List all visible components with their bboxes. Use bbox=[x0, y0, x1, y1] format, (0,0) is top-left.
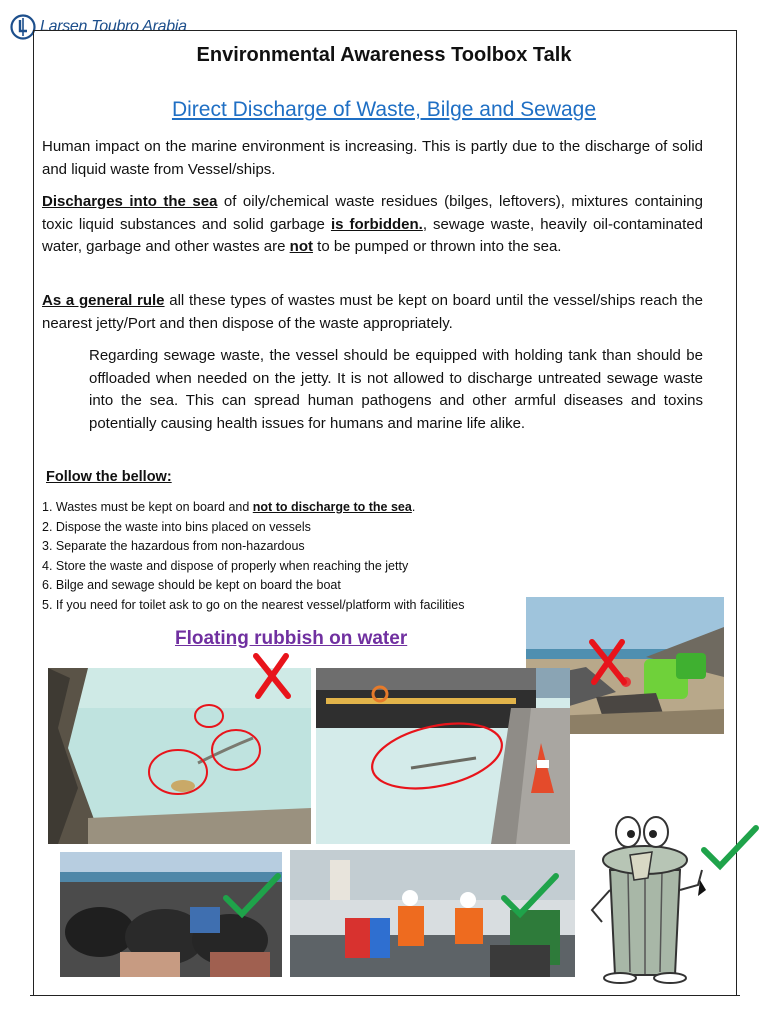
highlight-circle bbox=[149, 750, 207, 794]
rule-paragraph bbox=[42, 290, 703, 335]
list-item: 6. Bilge and sewage should be kept on board the boat bbox=[42, 578, 341, 592]
discharge-paragraph bbox=[42, 191, 703, 259]
not-text: not bbox=[289, 238, 313, 255]
list-item bbox=[42, 498, 464, 518]
sewage-paragraph: Regarding sewage waste, the vessel should be equipped with holding tank than should be offloaded when needed on the jetty. It is not allowed to discharge untreated sewage waste into the sea. This can spread human pathogens and other armful diseases and toxins potentially causing health issues for humans and marine life alike. bbox=[89, 347, 703, 432]
list-item: 4. Store the waste and dispose of properly when reaching the jetty bbox=[42, 558, 409, 573]
check-mark-icon bbox=[500, 870, 560, 920]
discharge-text: of oily/chemical waste residues (bilges, leftovers), mixtures containing toxic liquid substances and solid garbage bbox=[42, 193, 703, 233]
page-title: Environmental Awareness Toolbox Talk bbox=[196, 44, 572, 66]
follow-heading: Follow the bellow: bbox=[46, 469, 172, 485]
discharge-text: , sewage waste, heavily oil-contaminated water, garbage and other wastes are bbox=[42, 215, 703, 255]
list-item: 2. Dispose the waste into bins placed on vessels bbox=[42, 519, 311, 534]
photos-caption: Floating rubbish on water bbox=[175, 628, 408, 649]
highlight-circle bbox=[195, 705, 223, 727]
list-item-text: 1. Wastes must be kept on board and bbox=[42, 500, 253, 514]
company-name: Larsen Toubro Arabia bbox=[40, 18, 187, 35]
cross-mark-icon bbox=[252, 652, 292, 700]
list-item: 3. Separate the hazardous from non-hazardous bbox=[42, 539, 305, 553]
cross-mark-icon bbox=[588, 638, 628, 686]
forbidden-text: is forbidden. bbox=[330, 215, 423, 233]
highlight-circle bbox=[366, 713, 508, 799]
discharge-text: to be pumped or thrown into the sea. bbox=[312, 238, 562, 255]
highlight-circles bbox=[316, 668, 570, 844]
follow-list bbox=[42, 498, 464, 615]
page-subtitle: Direct Discharge of Waste, Bilge and Sewage bbox=[171, 98, 597, 121]
check-mark-icon bbox=[700, 822, 760, 872]
discharge-lead: Discharges into the sea bbox=[42, 193, 218, 210]
intro-paragraph: Human impact on the marine environment is increasing. This is partly due to the discharge of solid and liquid waste from Vessel/ships. bbox=[42, 138, 703, 178]
rule-lead: As a general rule bbox=[42, 292, 165, 309]
list-item: 5. If you need for toilet ask to go on the nearest vessel/platform with facilities bbox=[42, 597, 465, 612]
cartoon-trash-can bbox=[580, 800, 710, 985]
check-mark-icon bbox=[222, 870, 282, 920]
list-item-emphasis: not to discharge to the sea bbox=[252, 500, 412, 514]
page-border-bottom bbox=[30, 995, 740, 998]
rule-text: all these types of wastes must be kept on board until the vessel/ships reach the nearest jetty/Port and then dispose of the waste appropriately. bbox=[42, 292, 704, 332]
highlight-circle bbox=[212, 730, 260, 770]
list-item-text: . bbox=[411, 500, 416, 514]
